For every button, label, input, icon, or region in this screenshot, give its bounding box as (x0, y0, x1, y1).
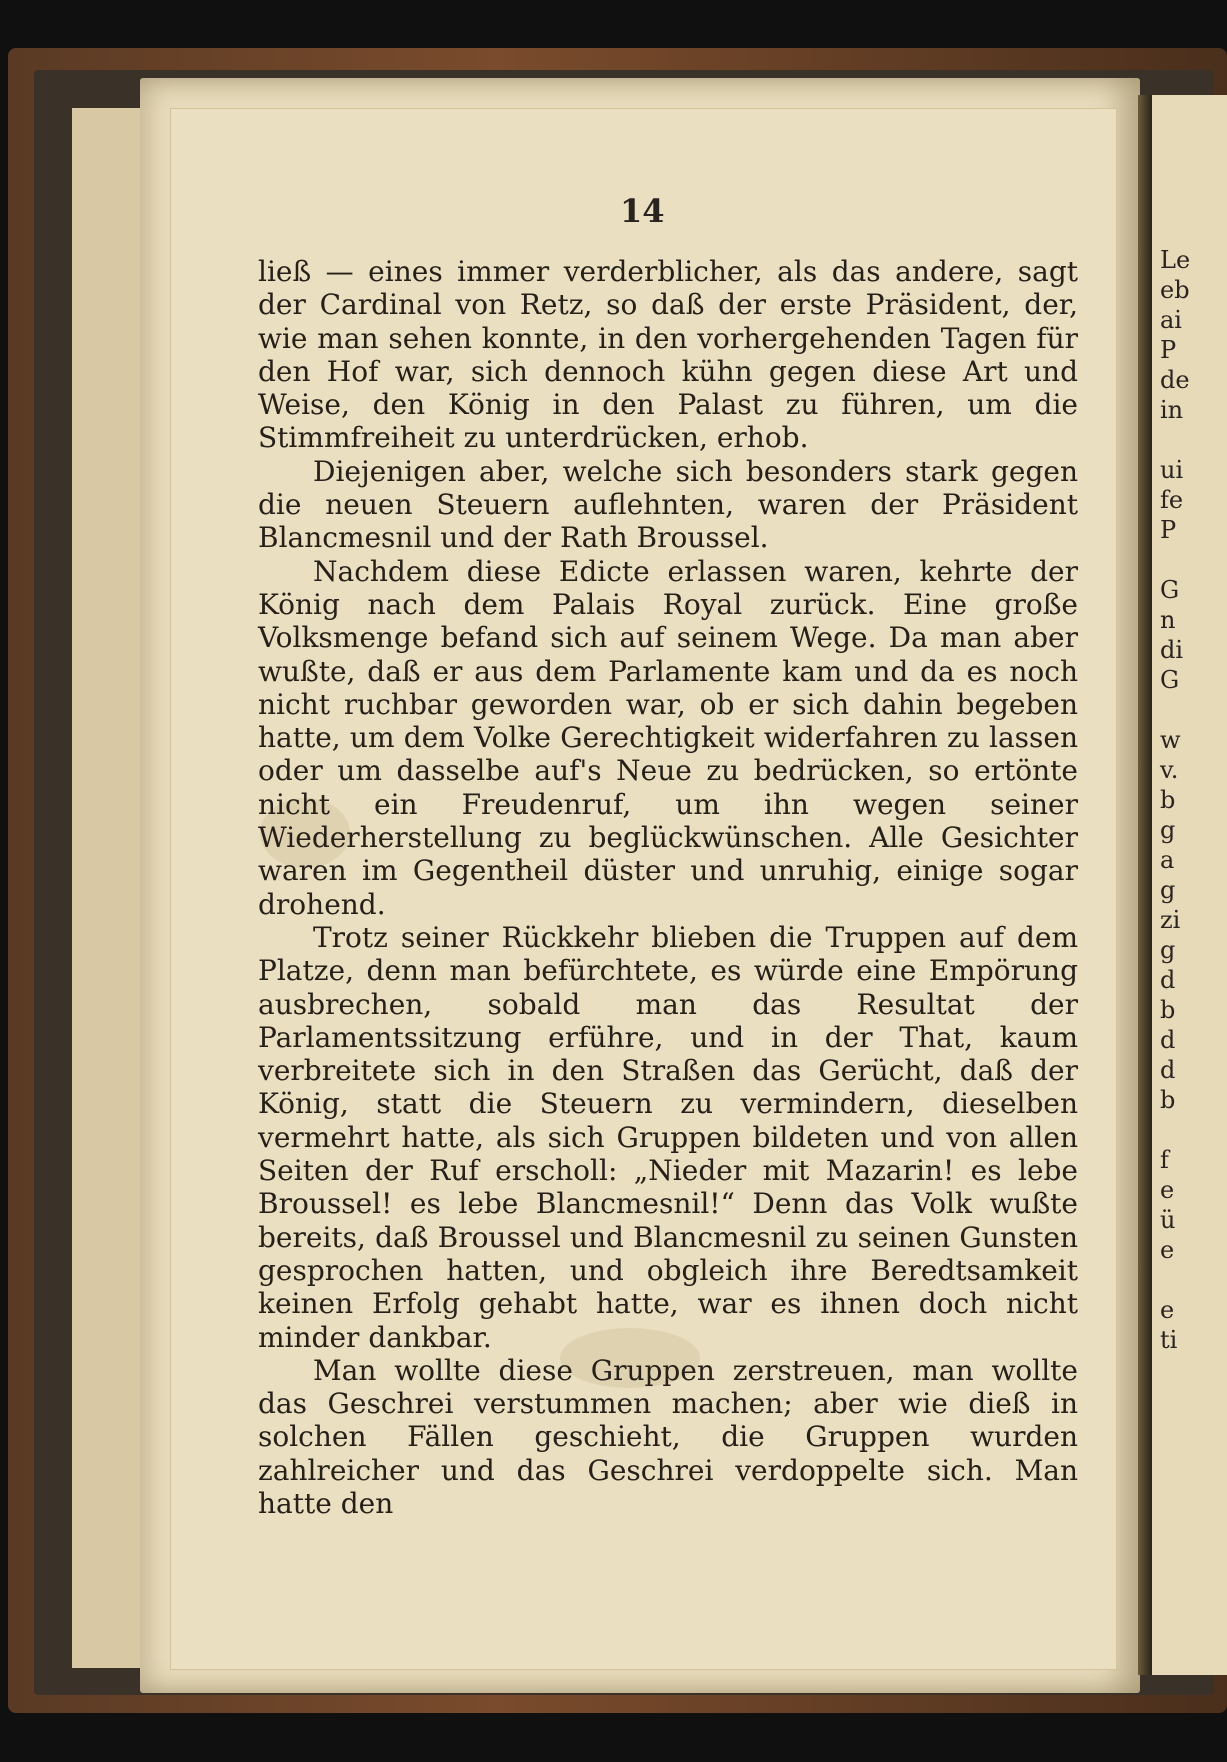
next-page-fragment: ti (1160, 1326, 1178, 1354)
next-page-fragment: fe (1160, 486, 1184, 514)
next-page-fragment: n (1160, 606, 1176, 634)
next-page-fragment: b (1160, 1086, 1176, 1114)
next-page-fragment: w (1160, 726, 1181, 754)
next-page-fragment: G (1160, 666, 1180, 694)
next-page-fragment: e (1160, 1176, 1175, 1204)
next-page-fragment (1152, 545, 1227, 575)
next-page-fragment: g (1160, 816, 1176, 844)
next-page-fragment: in (1160, 396, 1184, 424)
next-page-fragment: P (1160, 516, 1177, 544)
next-page-fragment: e (1160, 1296, 1175, 1324)
next-page-fragment: ü (1160, 1206, 1176, 1234)
next-page-fragment: v. (1160, 756, 1179, 784)
next-page-fragment: b (1160, 786, 1176, 814)
next-page-fragment (1152, 1265, 1227, 1295)
next-page-fragment: ai (1160, 306, 1182, 334)
next-page-fragment: d (1160, 1056, 1176, 1084)
next-page-fragment: f (1160, 1146, 1169, 1174)
next-page-fragment: de (1160, 366, 1190, 394)
paragraph: Nachdem diese Edicte erlassen waren, kehrte der König nach dem Palais Royal zurück. Eine große Volksmenge befand sich auf seinem Wege. Da man aber wußte, daß er aus dem Parlamente kam und da es noch nicht ruchbar geworden war, ob er sich dahin begeben hatte, um dem Volke Gerechtigkeit widerfahren zu lassen oder um dasselbe auf's Neue zu bedrücken, so ertönte nicht ein Freudenruf, um ihn wegen seiner Wiederherstellung zu beglückwünschen. Alle Gesichter waren im Gegentheil düster und unruhig, einige sogar drohend. (258, 554, 1078, 921)
next-page-fragment: g (1160, 876, 1176, 904)
next-page-fragment: e (1160, 1236, 1175, 1264)
page-text (258, 255, 1078, 1520)
next-page-fragment: eb (1160, 276, 1190, 304)
next-page-fragment: G (1160, 576, 1180, 604)
next-page-fragment (1152, 1115, 1227, 1145)
next-page-fragment (1152, 425, 1227, 455)
paragraph: Diejenigen aber, welche sich besonders stark gegen die neuen Steuern auflehnten, waren der Präsident Blancmesnil und der Rath Broussel. (258, 454, 1078, 555)
next-page-fragment: di (1160, 636, 1184, 664)
next-page-fragment: zi (1160, 906, 1181, 934)
next-page-edge (1152, 95, 1227, 1675)
next-page-fragment: Le (1160, 246, 1191, 274)
next-page-fragment: P (1160, 336, 1177, 364)
next-page-fragment: d (1160, 1026, 1176, 1054)
next-page-fragment: a (1160, 846, 1175, 874)
next-page-fragment (1152, 695, 1227, 725)
next-page-fragment: g (1160, 936, 1176, 964)
paragraph: ließ — eines immer verderblicher, als das andere, sagt der Cardinal von Retz, so daß der erste Präsident, der, wie man sehen konnte, in den vorhergehenden Tagen für den Hof war, sich dennoch kühn gegen diese Art und Weise, den König in den Palast zu führen, um die Stimmfreiheit zu unterdrücken, erhob. (258, 255, 1078, 455)
paragraph: Man wollte diese Gruppen zerstreuen, man wollte das Geschrei verstummen machen; aber wie dieß in solchen Fällen geschieht, die Gruppen wurden zahlreicher und das Geschrei verdoppelte sich. Man hatte den (258, 1353, 1078, 1520)
book-gutter (1138, 95, 1152, 1675)
next-page-fragment: b (1160, 996, 1176, 1024)
next-page-fragment: d (1160, 966, 1176, 994)
page-number: 14 (620, 192, 665, 230)
paragraph: Trotz seiner Rückkehr blieben die Truppen auf dem Platze, denn man befürchtete, es würde eine Empörung ausbrechen, sobald man das Resultat der Parlamentssitzung erführe, und in der That, kaum verbreitete sich in den Straßen das Gerücht, daß der König, statt die Steuern zu vermindern, dieselben vermehrt hatte, als sich Gruppen bildeten und von allen Seiten der Ruf erscholl: „Nieder mit Mazarin! es lebe Broussel! es lebe Blancmesnil!“ Denn das Volk wußte bereits, daß Broussel und Blancmesnil zu seinen Gunsten gesprochen hatten, und obgleich ihre Beredtsamkeit keinen Erfolg gehabt hatte, war es ihnen doch nicht minder dankbar. (258, 920, 1078, 1354)
next-page-fragment: ui (1160, 456, 1184, 484)
